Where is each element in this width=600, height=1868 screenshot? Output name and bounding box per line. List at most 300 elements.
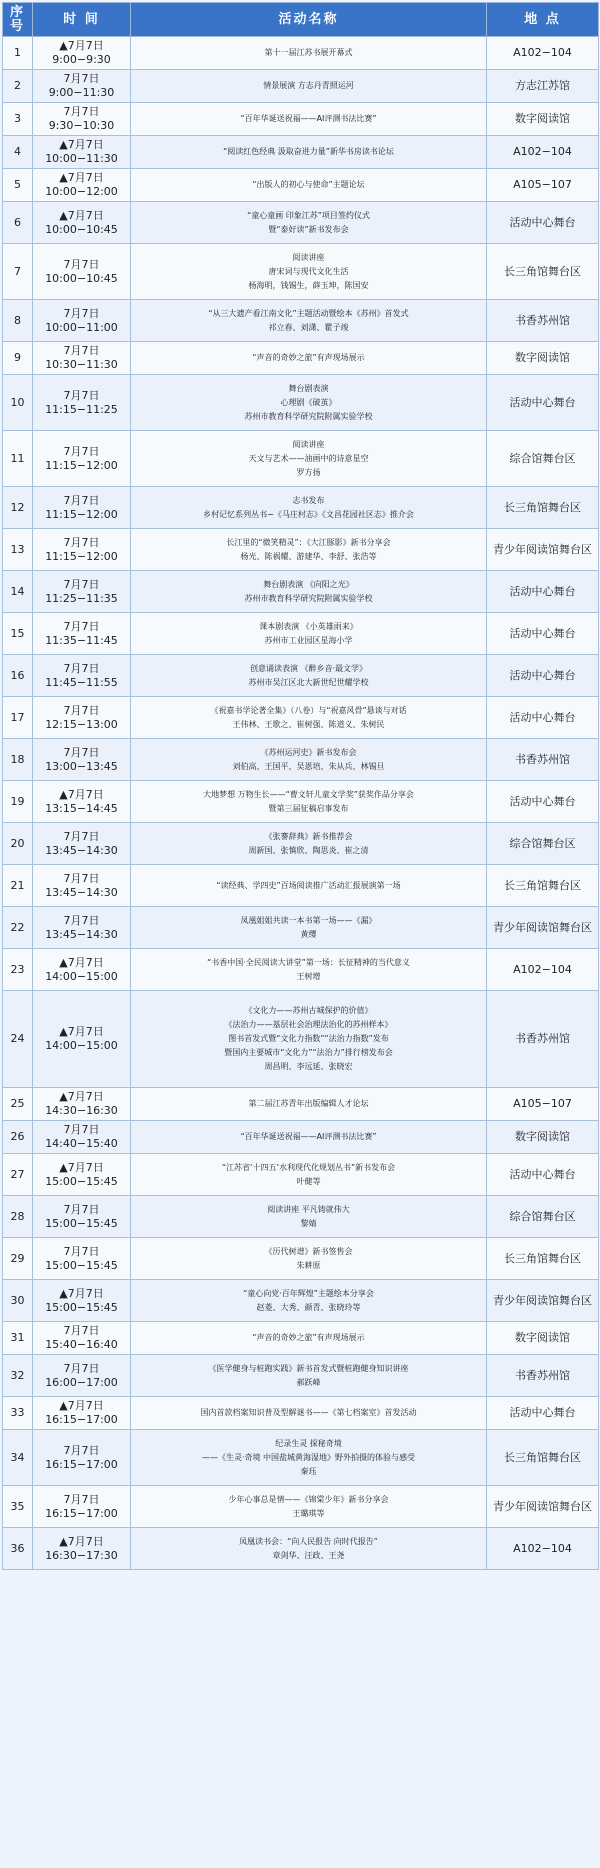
row-date: ▲7月7日 bbox=[59, 171, 104, 184]
row-location: 活动中心舞台 bbox=[487, 697, 599, 739]
row-location: 书香苏州馆 bbox=[487, 739, 599, 781]
row-date: 7月7日 bbox=[63, 257, 100, 271]
activity-line: 王伟林、王歌之、崔树强、陈道义、朱树民 bbox=[232, 719, 385, 729]
row-time bbox=[33, 70, 131, 103]
row-location: 青少年阅读馆舞台区 bbox=[487, 1280, 599, 1322]
activity-line: “江苏省‘十四五’水利现代化规划丛书”新书发布会 bbox=[221, 1162, 396, 1172]
activity-line: 黄缨 bbox=[300, 929, 317, 939]
header-row bbox=[3, 3, 599, 37]
row-activity-name bbox=[131, 697, 487, 739]
row-number: 4 bbox=[3, 136, 33, 169]
row-time-range: 14:40−15:40 bbox=[45, 1137, 118, 1150]
row-number: 20 bbox=[3, 823, 33, 865]
row-time-range: 15:00−15:45 bbox=[45, 1174, 118, 1188]
row-activity-name bbox=[131, 1397, 487, 1430]
activity-line: 舞台剧表演 《向阳之光》 bbox=[263, 579, 354, 589]
row-activity-name bbox=[131, 823, 487, 865]
row-time bbox=[33, 169, 131, 202]
row-date: 7月7日 bbox=[63, 1244, 100, 1258]
header-time: 时 间 bbox=[33, 3, 131, 37]
row-number: 26 bbox=[3, 1121, 33, 1154]
row-location: 活动中心舞台 bbox=[487, 781, 599, 823]
activity-line: 杨海明，钱锡生，薛玉坤，陈国安 bbox=[248, 280, 369, 290]
row-activity-name bbox=[131, 613, 487, 655]
activity-line: 赵菱、大秀、颜青、张晓玲等 bbox=[256, 1302, 361, 1312]
row-location: A105−107 bbox=[487, 169, 599, 202]
row-number: 23 bbox=[3, 949, 33, 991]
row-location: 数字阅读馆 bbox=[487, 342, 599, 375]
row-time bbox=[33, 1528, 131, 1570]
activity-line: 图书首发式暨“文化力指数”“法治力指数”发布 bbox=[228, 1034, 389, 1043]
schedule-body bbox=[3, 37, 599, 1570]
activity-line: 《法治力——基层社会治理法治化的苏州样本》 bbox=[224, 1020, 393, 1029]
activity-line: 国内首款档案知识普及型解谜书——《第七档案室》首发活动 bbox=[200, 1408, 417, 1417]
row-activity-name bbox=[131, 655, 487, 697]
row-time-range: 15:00−15:45 bbox=[45, 1216, 118, 1230]
row-time-range: 10:00−11:00 bbox=[45, 320, 118, 334]
table-row bbox=[3, 1397, 599, 1430]
row-time-range: 11:15−11:25 bbox=[45, 402, 118, 416]
row-date: 7月7日 bbox=[63, 344, 100, 357]
row-location: 长三角馆舞台区 bbox=[487, 865, 599, 907]
row-location: 青少年阅读馆舞台区 bbox=[487, 1486, 599, 1528]
row-date: 7月7日 bbox=[63, 1123, 100, 1136]
row-time-range: 14:30−16:30 bbox=[45, 1104, 118, 1117]
activity-line: 《医学健身与桩跑实践》新书首发式暨桩跑健身知识讲座 bbox=[208, 1363, 409, 1373]
row-number: 6 bbox=[3, 202, 33, 244]
row-time-range: 16:15−17:00 bbox=[45, 1457, 118, 1471]
row-activity-name bbox=[131, 300, 487, 342]
row-time-range: 16:15−17:00 bbox=[45, 1413, 118, 1426]
row-time-range: 16:00−17:00 bbox=[45, 1375, 118, 1389]
row-date: 7月7日 bbox=[63, 661, 100, 675]
row-time bbox=[33, 342, 131, 375]
row-location: 综合馆舞台区 bbox=[487, 431, 599, 487]
row-time-range: 13:45−14:30 bbox=[45, 927, 118, 941]
row-location: 活动中心舞台 bbox=[487, 1154, 599, 1196]
row-number: 35 bbox=[3, 1486, 33, 1528]
row-number: 17 bbox=[3, 697, 33, 739]
activity-line: 暨第三届征稿启事发布 bbox=[268, 803, 349, 813]
row-number: 5 bbox=[3, 169, 33, 202]
row-date: ▲7月7日 bbox=[59, 787, 104, 801]
row-activity-name bbox=[131, 1121, 487, 1154]
row-time bbox=[33, 1280, 131, 1322]
table-row bbox=[3, 739, 599, 781]
row-date: 7月7日 bbox=[63, 1202, 100, 1216]
activity-line: 《苏州运河史》新书发布会 bbox=[260, 747, 357, 757]
activity-line: 情景展演 方志丹青照运河 bbox=[263, 81, 354, 90]
row-date: 7月7日 bbox=[63, 871, 100, 885]
row-location: 综合馆舞台区 bbox=[487, 823, 599, 865]
activity-line: 第二届江苏青年出版编辑人才论坛 bbox=[248, 1099, 369, 1108]
table-row bbox=[3, 1196, 599, 1238]
row-activity-name bbox=[131, 529, 487, 571]
row-time bbox=[33, 655, 131, 697]
row-time bbox=[33, 1430, 131, 1486]
row-activity-name bbox=[131, 1355, 487, 1397]
activity-line: 长江里的“微笑精灵”：《大江豚影》新书分享会 bbox=[226, 537, 391, 547]
row-time bbox=[33, 1486, 131, 1528]
row-time bbox=[33, 1238, 131, 1280]
activity-line: 乡村记忆系列丛书−《马庄村志》《文昌花园社区志》推介会 bbox=[203, 509, 414, 519]
row-date: ▲7月7日 bbox=[59, 1090, 104, 1103]
activity-line: 《历代树谱》新书签售会 bbox=[264, 1246, 353, 1256]
activity-line: 心理剧《破茧》 bbox=[280, 397, 337, 407]
row-time bbox=[33, 202, 131, 244]
table-row bbox=[3, 1486, 599, 1528]
row-date: 7月7日 bbox=[63, 829, 100, 843]
row-time bbox=[33, 1322, 131, 1355]
row-time bbox=[33, 991, 131, 1088]
row-number: 34 bbox=[3, 1430, 33, 1486]
header-name: 活动名称 bbox=[131, 3, 487, 37]
row-time-range: 9:00−11:30 bbox=[48, 86, 115, 99]
row-date: 7月7日 bbox=[63, 306, 100, 320]
row-time bbox=[33, 103, 131, 136]
activity-line: “声音的奇妙之旅”有声现场展示 bbox=[252, 353, 365, 362]
activity-line: 天文与艺术——油画中的诗意星空 bbox=[248, 453, 369, 463]
row-location: A102−104 bbox=[487, 949, 599, 991]
row-number: 22 bbox=[3, 907, 33, 949]
row-activity-name bbox=[131, 136, 487, 169]
table-row bbox=[3, 244, 599, 300]
activity-line: 郝跃峰 bbox=[296, 1377, 321, 1387]
row-time bbox=[33, 1088, 131, 1121]
row-time-range: 10:30−11:30 bbox=[45, 358, 118, 371]
row-number: 25 bbox=[3, 1088, 33, 1121]
activity-line: “童心向党·百年辉煌”主题绘本分享会 bbox=[243, 1288, 374, 1298]
row-date: 7月7日 bbox=[63, 619, 100, 633]
activity-line: 苏州市吴江区北大新世纪世耀学校 bbox=[248, 677, 369, 687]
activity-line: 课本剧表演 《小英雄雨来》 bbox=[259, 621, 358, 631]
row-time-range: 11:15−12:00 bbox=[45, 458, 118, 472]
row-activity-name bbox=[131, 1322, 487, 1355]
header-location: 地 点 bbox=[487, 3, 599, 37]
row-activity-name bbox=[131, 739, 487, 781]
row-number: 29 bbox=[3, 1238, 33, 1280]
row-number: 1 bbox=[3, 37, 33, 70]
activity-line: 叶健等 bbox=[296, 1176, 321, 1186]
row-time bbox=[33, 529, 131, 571]
row-activity-name bbox=[131, 431, 487, 487]
row-location: 活动中心舞台 bbox=[487, 1397, 599, 1430]
row-location: 活动中心舞台 bbox=[487, 655, 599, 697]
row-number: 3 bbox=[3, 103, 33, 136]
table-row bbox=[3, 136, 599, 169]
activity-line: 暨“泰好读”新书发布会 bbox=[268, 224, 349, 234]
activity-line: 秦珏 bbox=[300, 1466, 317, 1476]
row-location: A102−104 bbox=[487, 136, 599, 169]
row-date: ▲7月7日 bbox=[59, 1399, 104, 1412]
table-row bbox=[3, 949, 599, 991]
row-time-range: 15:40−16:40 bbox=[45, 1338, 118, 1351]
activity-line: 唐宋词与现代文化生活 bbox=[268, 266, 349, 276]
row-location: 长三角馆舞台区 bbox=[487, 1238, 599, 1280]
row-location: 数字阅读馆 bbox=[487, 103, 599, 136]
row-number: 36 bbox=[3, 1528, 33, 1570]
row-location: 书香苏州馆 bbox=[487, 300, 599, 342]
table-row bbox=[3, 169, 599, 202]
row-date: ▲7月7日 bbox=[59, 1534, 104, 1548]
table-row bbox=[3, 823, 599, 865]
row-date: 7月7日 bbox=[63, 703, 100, 717]
activity-line: “书香中国·全民阅读大讲堂”第一场：长征精神的当代意义 bbox=[207, 957, 410, 967]
activity-line: 王树增 bbox=[296, 971, 321, 981]
table-row bbox=[3, 103, 599, 136]
row-time-range: 9:00−9:30 bbox=[52, 53, 111, 66]
table-row bbox=[3, 571, 599, 613]
row-time-range: 13:45−14:30 bbox=[45, 885, 118, 899]
activity-line: 志书发布 bbox=[292, 495, 325, 505]
row-time-range: 11:35−11:45 bbox=[45, 633, 118, 647]
row-location: A102−104 bbox=[487, 1528, 599, 1570]
row-activity-name bbox=[131, 1154, 487, 1196]
row-time-range: 14:00−15:00 bbox=[45, 1039, 118, 1052]
row-number: 24 bbox=[3, 991, 33, 1088]
row-time-range: 10:00−10:45 bbox=[45, 271, 118, 285]
row-number: 32 bbox=[3, 1355, 33, 1397]
row-time-range: 16:30−17:30 bbox=[45, 1548, 118, 1562]
table-row bbox=[3, 529, 599, 571]
table-row bbox=[3, 202, 599, 244]
row-date: ▲7月7日 bbox=[59, 39, 104, 52]
row-activity-name bbox=[131, 907, 487, 949]
row-date: 7月7日 bbox=[63, 1492, 100, 1506]
row-number: 12 bbox=[3, 487, 33, 529]
row-time bbox=[33, 781, 131, 823]
activity-line: 少年心事总是情——《锦棠少年》新书分享会 bbox=[228, 1494, 389, 1504]
row-date: 7月7日 bbox=[63, 1324, 100, 1337]
row-time bbox=[33, 300, 131, 342]
table-row bbox=[3, 613, 599, 655]
row-location: 方志江苏馆 bbox=[487, 70, 599, 103]
row-location: 数字阅读馆 bbox=[487, 1121, 599, 1154]
row-number: 28 bbox=[3, 1196, 33, 1238]
table-row bbox=[3, 300, 599, 342]
row-activity-name bbox=[131, 949, 487, 991]
row-time-range: 13:00−13:45 bbox=[45, 759, 118, 773]
activity-line: 创意诵读表演 《醉乡音·最文学》 bbox=[249, 663, 368, 673]
row-date: ▲7月7日 bbox=[59, 208, 104, 222]
row-time bbox=[33, 1196, 131, 1238]
row-number: 31 bbox=[3, 1322, 33, 1355]
row-activity-name bbox=[131, 202, 487, 244]
row-time-range: 14:00−15:00 bbox=[45, 969, 118, 983]
row-time-range: 10:00−12:00 bbox=[45, 185, 118, 198]
row-time-range: 15:00−15:45 bbox=[45, 1300, 118, 1314]
row-time-range: 13:45−14:30 bbox=[45, 843, 118, 857]
row-number: 30 bbox=[3, 1280, 33, 1322]
activity-line: “从三大遗产看江南文化”主题活动暨绘本《苏州》首发式 bbox=[208, 308, 409, 318]
table-row bbox=[3, 865, 599, 907]
row-time-range: 16:15−17:00 bbox=[45, 1506, 118, 1520]
row-location: 活动中心舞台 bbox=[487, 375, 599, 431]
row-date: 7月7日 bbox=[63, 913, 100, 927]
table-row bbox=[3, 1355, 599, 1397]
row-activity-name bbox=[131, 1430, 487, 1486]
row-time bbox=[33, 487, 131, 529]
row-time bbox=[33, 244, 131, 300]
activity-line: 杨光、陈祸耀、游建华、李舒、张浩等 bbox=[240, 551, 377, 561]
row-time-range: 11:15−12:00 bbox=[45, 507, 118, 521]
row-time-range: 11:45−11:55 bbox=[45, 675, 118, 689]
row-number: 7 bbox=[3, 244, 33, 300]
row-time-range: 13:15−14:45 bbox=[45, 801, 118, 815]
row-number: 14 bbox=[3, 571, 33, 613]
activity-line: “读经典、学四史”百场阅读推广活动汇报展演第一场 bbox=[216, 880, 401, 890]
row-activity-name bbox=[131, 1088, 487, 1121]
row-time bbox=[33, 571, 131, 613]
row-time-range: 10:00−11:30 bbox=[45, 152, 118, 165]
row-time bbox=[33, 375, 131, 431]
schedule-table bbox=[2, 2, 599, 1570]
row-date: 7月7日 bbox=[63, 105, 100, 118]
row-location: 长三角馆舞台区 bbox=[487, 487, 599, 529]
row-activity-name bbox=[131, 865, 487, 907]
activity-line: 祁立春、刘潇、瞿子竣 bbox=[268, 322, 349, 332]
table-row bbox=[3, 431, 599, 487]
activity-line: 刘伯高、王国平、吴恩培、朱从兵、林锡旦 bbox=[232, 761, 385, 771]
row-time bbox=[33, 1121, 131, 1154]
table-row bbox=[3, 487, 599, 529]
row-activity-name bbox=[131, 991, 487, 1088]
row-activity-name bbox=[131, 103, 487, 136]
row-time-range: 12:15−13:00 bbox=[45, 717, 118, 731]
row-date: ▲7月7日 bbox=[59, 1025, 104, 1038]
row-activity-name bbox=[131, 1280, 487, 1322]
row-location: 长三角馆舞台区 bbox=[487, 244, 599, 300]
row-date: 7月7日 bbox=[63, 388, 100, 402]
row-location: 数字阅读馆 bbox=[487, 1322, 599, 1355]
row-activity-name bbox=[131, 1196, 487, 1238]
row-activity-name bbox=[131, 781, 487, 823]
activity-line: 阅读讲座 bbox=[292, 252, 325, 262]
row-location: 活动中心舞台 bbox=[487, 571, 599, 613]
activity-line: 《祝嘉书学论著全集》（八卷）与“祝嘉风骨”悬谈与对话 bbox=[210, 705, 407, 715]
table-row bbox=[3, 697, 599, 739]
row-date: ▲7月7日 bbox=[59, 1160, 104, 1174]
table-row bbox=[3, 655, 599, 697]
row-date: 7月7日 bbox=[63, 577, 100, 591]
row-time bbox=[33, 949, 131, 991]
table-row bbox=[3, 1528, 599, 1570]
row-date: 7月7日 bbox=[63, 535, 100, 549]
activity-line: 第十一届江苏书展开幕式 bbox=[264, 48, 353, 57]
activity-line: 苏州市工业园区星海小学 bbox=[264, 635, 353, 645]
activity-line: “百年华诞送祝福——AI评测书法比赛” bbox=[240, 114, 377, 123]
table-row bbox=[3, 991, 599, 1088]
activity-line: “出版人的初心与使命”主题论坛 bbox=[252, 180, 365, 189]
activity-line: 纪录生灵 探秘奇境 bbox=[275, 1438, 342, 1448]
activity-line: “童心童画 印象江苏”项目签约仪式 bbox=[247, 210, 370, 220]
row-time-range: 11:25−11:35 bbox=[45, 591, 118, 605]
row-time bbox=[33, 431, 131, 487]
row-time bbox=[33, 1355, 131, 1397]
row-time bbox=[33, 697, 131, 739]
row-time bbox=[33, 823, 131, 865]
row-date: 7月7日 bbox=[63, 493, 100, 507]
row-number: 15 bbox=[3, 613, 33, 655]
table-row bbox=[3, 70, 599, 103]
activity-line: 阅读讲座 bbox=[292, 439, 325, 449]
row-activity-name bbox=[131, 375, 487, 431]
activity-line: “百年华诞送祝福——AI评测书法比赛” bbox=[240, 1132, 377, 1141]
row-time bbox=[33, 739, 131, 781]
row-date: 7月7日 bbox=[63, 745, 100, 759]
row-time bbox=[33, 865, 131, 907]
activity-line: 苏州市教育科学研究院附属实验学校 bbox=[244, 411, 373, 421]
row-location: 书香苏州馆 bbox=[487, 991, 599, 1088]
row-time bbox=[33, 136, 131, 169]
row-date: ▲7月7日 bbox=[59, 955, 104, 969]
row-location: 综合馆舞台区 bbox=[487, 1196, 599, 1238]
row-location: A102−104 bbox=[487, 37, 599, 70]
activity-line: 《文化力——苏州古城保护的价值》 bbox=[244, 1006, 373, 1015]
row-activity-name bbox=[131, 244, 487, 300]
row-date: ▲7月7日 bbox=[59, 138, 104, 151]
row-activity-name bbox=[131, 487, 487, 529]
table-row bbox=[3, 907, 599, 949]
row-activity-name bbox=[131, 1486, 487, 1528]
activity-line: 苏州市教育科学研究院附属实验学校 bbox=[244, 593, 373, 603]
row-date: ▲7月7日 bbox=[59, 1286, 104, 1300]
activity-line: 大地梦想 万物生长——“曹文轩儿童文学奖”获奖作品分享会 bbox=[203, 789, 414, 799]
row-number: 13 bbox=[3, 529, 33, 571]
row-activity-name bbox=[131, 169, 487, 202]
row-date: 7月7日 bbox=[63, 444, 100, 458]
row-number: 19 bbox=[3, 781, 33, 823]
row-date: 7月7日 bbox=[63, 1361, 100, 1375]
row-time-range: 11:15−12:00 bbox=[45, 549, 118, 563]
row-activity-name bbox=[131, 1238, 487, 1280]
row-time bbox=[33, 1154, 131, 1196]
table-row bbox=[3, 1088, 599, 1121]
activity-line: 周昌明、李远延、张晓宏 bbox=[264, 1062, 353, 1071]
row-activity-name bbox=[131, 571, 487, 613]
activity-line: ——《生灵·奇境 中国盐城黄海湿地》野外拍摄的体验与感受 bbox=[201, 1452, 416, 1462]
activity-line: 舞台剧表演 bbox=[288, 383, 329, 393]
row-time bbox=[33, 907, 131, 949]
row-number: 27 bbox=[3, 1154, 33, 1196]
activity-line: 凤凰姐姐共读一本书第一场——《漏》 bbox=[240, 915, 377, 925]
row-location: A105−107 bbox=[487, 1088, 599, 1121]
activity-line: 周新国、张慎欣、陶思炎、崔之清 bbox=[248, 845, 369, 855]
row-location: 长三角馆舞台区 bbox=[487, 1430, 599, 1486]
row-time-range: 15:00−15:45 bbox=[45, 1258, 118, 1272]
row-date: 7月7日 bbox=[63, 1443, 100, 1457]
table-row bbox=[3, 1322, 599, 1355]
row-date: 7月7日 bbox=[63, 72, 100, 85]
table-row bbox=[3, 375, 599, 431]
row-location: 青少年阅读馆舞台区 bbox=[487, 529, 599, 571]
activity-line: 王璐琪等 bbox=[292, 1508, 325, 1518]
row-number: 33 bbox=[3, 1397, 33, 1430]
activity-line: 章剑华、汪政、王尧 bbox=[272, 1550, 345, 1560]
table-row bbox=[3, 1121, 599, 1154]
table-row bbox=[3, 1280, 599, 1322]
header-no: 序号 bbox=[3, 3, 33, 37]
row-number: 2 bbox=[3, 70, 33, 103]
activity-line: “阅读红色经典 汲取奋进力量”新华书房读书论坛 bbox=[223, 147, 394, 156]
row-number: 16 bbox=[3, 655, 33, 697]
row-number: 11 bbox=[3, 431, 33, 487]
row-activity-name bbox=[131, 70, 487, 103]
activity-line: 暨国内主要城市“文化力”“法治力”排行榜发布会 bbox=[224, 1048, 393, 1057]
row-time-range: 9:30−10:30 bbox=[48, 119, 115, 132]
row-number: 21 bbox=[3, 865, 33, 907]
row-location: 活动中心舞台 bbox=[487, 613, 599, 655]
